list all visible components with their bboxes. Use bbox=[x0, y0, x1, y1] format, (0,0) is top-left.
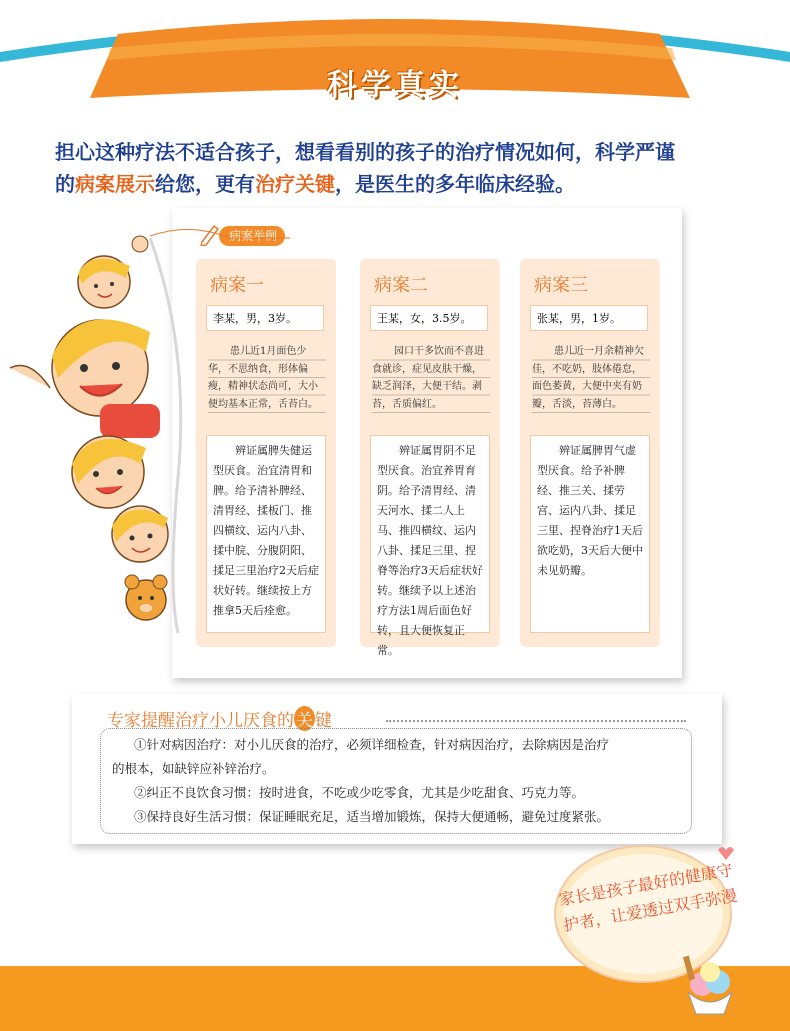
case-symptom: 患儿近一月余精神欠佳，不吃奶，肢体倦怠，面色萎黄，大便中夹有奶瓣，舌淡，苔薄白。 bbox=[532, 343, 650, 413]
intro-line2-pre: 的 bbox=[55, 172, 75, 196]
expert-title-end: 键 bbox=[315, 711, 332, 731]
expert-point-3: ③保持良好生活习惯：保证睡眠充足，适当增加锻炼，保持大便通畅，避免过度紧张。 bbox=[134, 809, 610, 824]
case-treatment: 辨证属脾失健运型厌食。治宜清胃和脾。给予清补脾经、清胃经、揉板门、推四横纹、运内八卦、揉中脘、分腹阴阳、揉足三里治疗2天后症状好转。继续按上方推拿5天后痊愈。 bbox=[206, 435, 326, 633]
case-title: 病案二 bbox=[374, 275, 428, 296]
expert-title-key: 关 bbox=[294, 706, 315, 731]
intro-text bbox=[55, 136, 745, 200]
case-patient: 李某，男，3岁。 bbox=[206, 305, 324, 331]
intro-line1: 担心这种疗法不适合孩子，想看看别的孩子的治疗情况如何，科学严谨 bbox=[55, 140, 675, 164]
expert-point-1-line1: ①针对病因治疗：对小儿厌食的治疗，必须详细检查，针对病因治疗，去除病因是治疗 bbox=[134, 737, 610, 752]
case-card-2 bbox=[360, 259, 500, 657]
intro-highlight-cases: 病案展示 bbox=[75, 172, 155, 196]
kids-illustration bbox=[0, 228, 190, 638]
intro-line2-post: ，是医生的多年临床经验。 bbox=[335, 172, 575, 196]
header-title: 科学真实 bbox=[327, 68, 463, 103]
case-patient: 张某，男，1岁。 bbox=[530, 305, 648, 331]
case-tag: 病案举例 bbox=[219, 226, 285, 246]
case-treatment: 辨证属胃阴不足型厌食。治宜养胃育阴。给予清胃经、清天河水、揉二人上马、推四横纹、运内八卦、揉足三里、捏脊等治疗3天后症状好转。继续予以上述治疗方法1周后面色好转，且大便恢复正常。 bbox=[370, 435, 490, 633]
expert-title-main: 专家提醒治疗小儿厌食的 bbox=[107, 711, 294, 731]
case-symptom: 患儿近1月面色少华，不思纳食，形体偏瘦，精神状态尚可，大小便均基本正常，舌苔白。 bbox=[208, 343, 326, 413]
case-symptom: 园口干多饮而不喜进食就诊，症见皮肤干燥，缺乏润泽，大便干结。剥苔，舌质偏红。 bbox=[372, 343, 490, 413]
case-title: 病案一 bbox=[210, 275, 264, 296]
case-card-1 bbox=[196, 259, 336, 647]
intro-highlight-key: 治疗关键 bbox=[255, 172, 335, 196]
note-text: 家长是孩子最好的健康守护者，让爱透过双手弥漫 bbox=[557, 860, 739, 935]
case-patient: 王某，女，3.5岁。 bbox=[370, 305, 488, 331]
ice-cream-icon bbox=[678, 952, 742, 1018]
case-treatment: 辨证属脾胃气虚型厌食。给予补脾经、推三关、揉劳宫、运内八卦、揉足三里、捏脊治疗1天后欲吃奶，3天后大便中未见奶瓣。 bbox=[530, 435, 650, 633]
case-card-3 bbox=[520, 259, 660, 647]
expert-title-dots bbox=[386, 720, 686, 722]
expert-point-2: ②纠正不良饮食习惯：按时进食，不吃或少吃零食，尤其是少吃甜食、巧克力等。 bbox=[134, 785, 585, 800]
expert-point-1-line2: 的根本，如缺锌应补锌治疗。 bbox=[112, 761, 275, 776]
intro-line2 bbox=[55, 168, 745, 200]
case-title: 病案三 bbox=[534, 275, 588, 296]
intro-line2-mid: 给您，更有 bbox=[155, 172, 255, 196]
